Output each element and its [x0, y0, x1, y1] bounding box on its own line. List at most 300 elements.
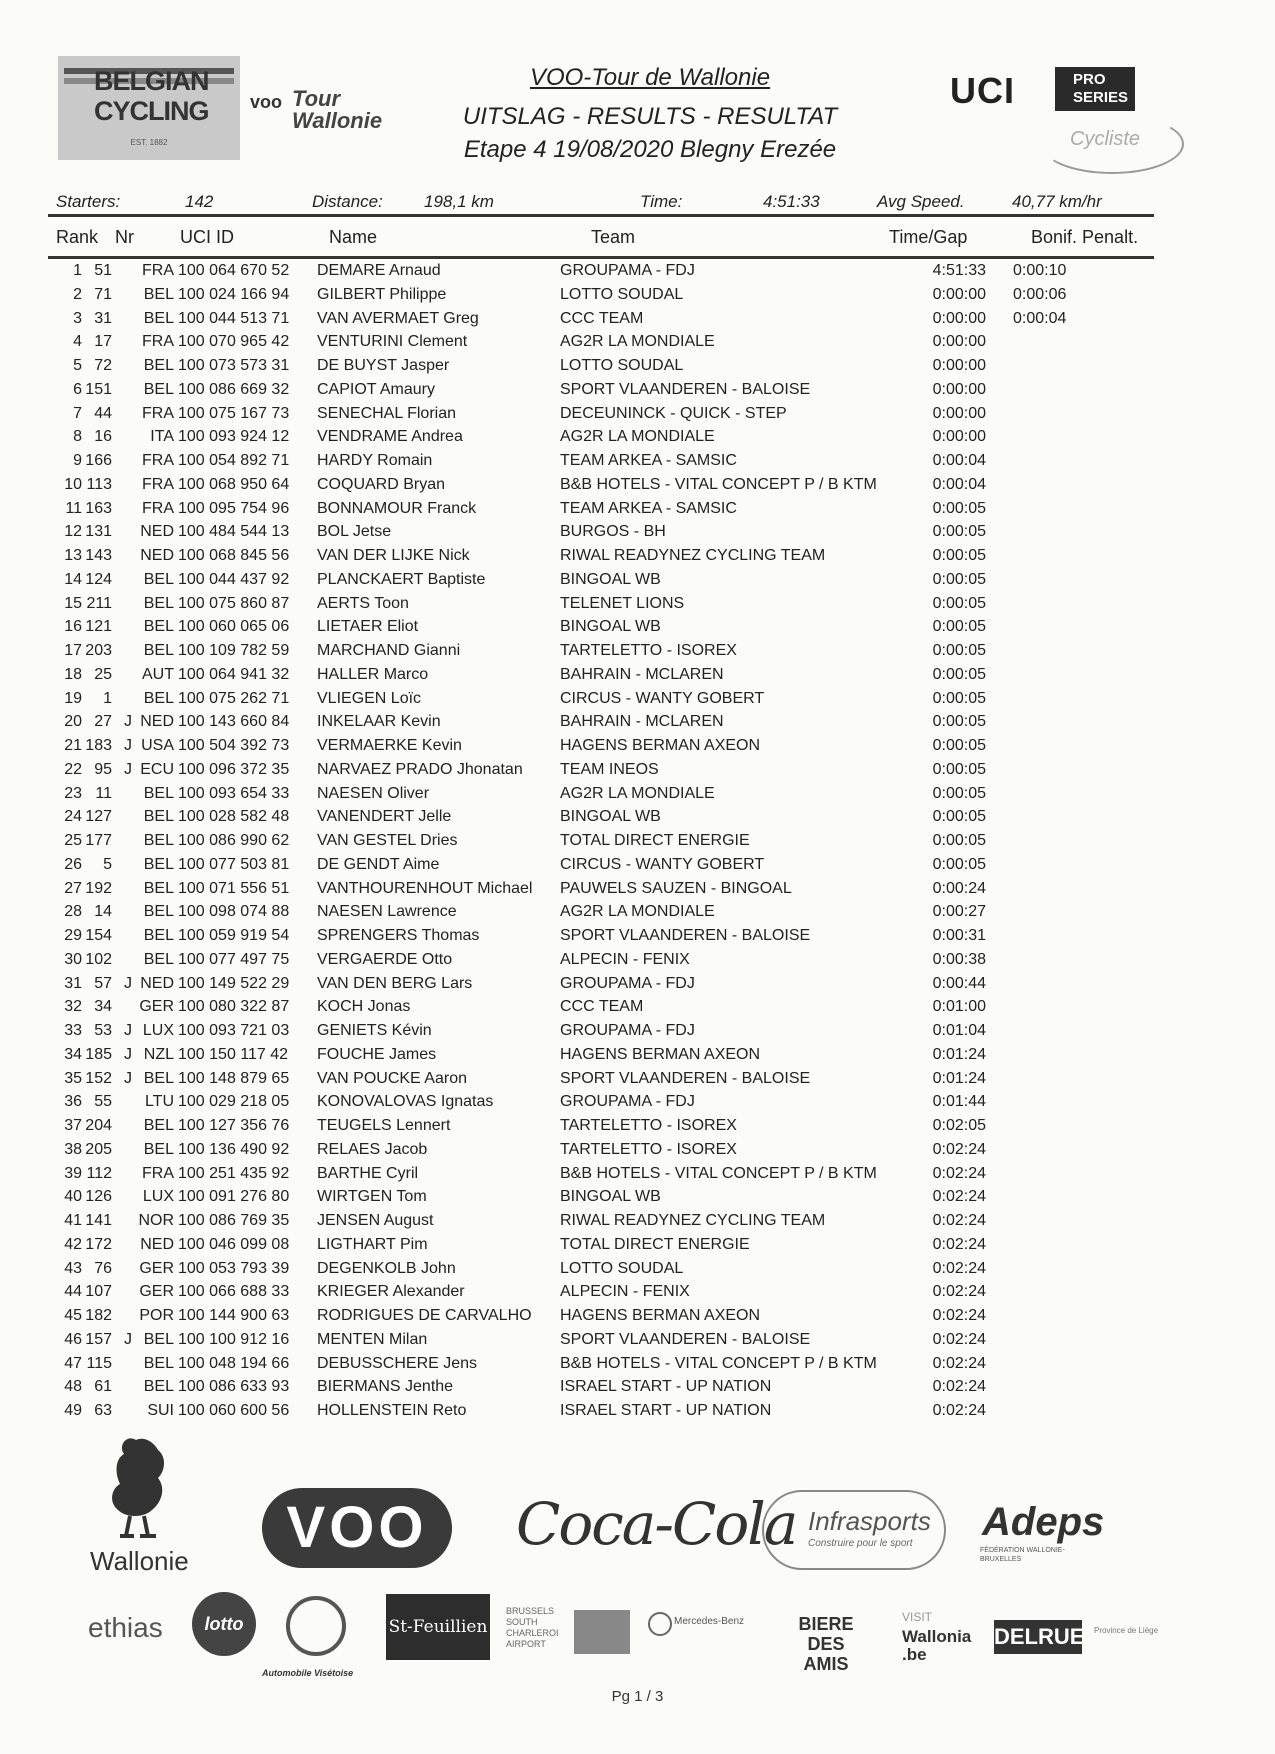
uci-id-cell: 100 086 633 93	[178, 1378, 290, 1396]
nationality-cell: BEL	[143, 642, 174, 659]
uci-id-cell: 100 098 074 88	[178, 903, 290, 921]
col-rank: Rank	[56, 227, 99, 247]
table-row	[0, 1331, 1275, 1355]
table-row	[0, 690, 1275, 714]
infrasports-logo	[762, 1490, 946, 1570]
table-row	[0, 1307, 1275, 1331]
bib-number-cell: 157	[85, 1330, 112, 1348]
table-row	[0, 737, 1275, 761]
time-gap-cell: 0:02:24	[932, 1307, 986, 1324]
time-gap-cell: 0:01:44	[932, 1093, 986, 1111]
table-row	[0, 405, 1275, 429]
belgian-cycling-logo	[58, 56, 240, 160]
rank-cell: 26	[64, 855, 82, 873]
table-row	[0, 975, 1275, 999]
bib-number-cell: 112	[86, 1164, 112, 1182]
team-cell: AG2R LA MONDIALE	[560, 903, 715, 921]
table-row	[0, 547, 1275, 571]
rider-name-cell: FOUCHE James	[317, 1045, 437, 1063]
bib-number-cell: 11	[95, 784, 112, 802]
rider-name-cell: BARTHE Cyril	[317, 1164, 419, 1182]
tour-logo-voo: voo	[250, 92, 283, 112]
team-cell: BAHRAIN - MCLAREN	[560, 713, 724, 731]
rank-cell: 17	[64, 642, 82, 659]
junior-flag-cell: J	[124, 1069, 132, 1087]
rank-cell: 11	[65, 499, 82, 517]
table-row	[0, 1093, 1275, 1117]
nationality-cell: NED	[140, 523, 174, 541]
uci-id-cell: 100 150 117 42	[178, 1045, 289, 1063]
junior-flag-cell: J	[124, 1022, 132, 1039]
team-cell: TEAM ARKEA - SAMSIC	[560, 499, 737, 517]
coca-cola-logo: Coca-Cola	[516, 1490, 797, 1558]
rider-name-cell: LIETAER Eliot	[317, 618, 419, 636]
time-gap-cell: 0:00:05	[932, 737, 986, 754]
uci-id-cell: 100 066 688 33	[178, 1283, 290, 1301]
time-gap-cell: 0:00:31	[932, 927, 986, 944]
nationality-cell: BEL	[143, 927, 174, 944]
uci-id-cell: 100 046 099 08	[178, 1235, 290, 1253]
bib-number-cell: 203	[85, 642, 112, 659]
rider-name-cell: VAN AVERMAET Greg	[317, 309, 479, 327]
table-row	[0, 761, 1275, 785]
time-gap-cell: 0:02:24	[932, 1140, 986, 1158]
uci-id-cell: 100 096 372 35	[178, 760, 290, 778]
rank-cell: 1	[73, 262, 82, 279]
uci-id-cell: 100 080 322 87	[178, 998, 290, 1016]
table-row	[0, 571, 1275, 595]
rider-name-cell: SENECHAL Florian	[317, 404, 457, 422]
rank-cell: 41	[64, 1212, 82, 1229]
uci-id-cell: 100 109 782 59	[178, 642, 290, 659]
uci-id-cell: 100 059 919 54	[178, 927, 290, 944]
nationality-cell: LUX	[142, 1022, 174, 1039]
rider-name-cell: COQUARD Bryan	[317, 475, 446, 493]
team-cell: PAUWELS SAUZEN - BINGOAL	[560, 879, 792, 897]
time-gap-cell: 0:00:00	[932, 333, 986, 351]
time-gap-cell: 0:01:04	[932, 1022, 986, 1039]
rank-cell: 27	[64, 879, 82, 897]
team-cell: CIRCUS - WANTY GOBERT	[560, 855, 765, 873]
rank-cell: 24	[64, 808, 82, 826]
bib-number-cell: 17	[94, 333, 112, 351]
team-cell: ALPECIN - FENIX	[560, 1283, 690, 1301]
uci-id-cell: 100 044 513 71	[178, 309, 290, 327]
uci-id-cell: 100 093 924 12	[178, 428, 290, 446]
nationality-cell: NED	[140, 713, 174, 731]
nationality-cell: FRA	[142, 475, 174, 493]
speed-value: 40,77 km/hr	[1012, 192, 1102, 211]
team-cell: LOTTO SOUDAL	[560, 1259, 684, 1277]
time-gap-cell: 0:00:05	[932, 642, 986, 659]
nationality-cell: BEL	[143, 1069, 174, 1087]
time-gap-cell: 0:00:05	[932, 523, 986, 541]
bib-number-cell: 163	[85, 499, 112, 517]
junior-flag-cell: J	[124, 760, 132, 778]
uci-id-cell: 100 060 600 56	[178, 1402, 290, 1419]
nationality-cell: NOR	[138, 1212, 174, 1229]
uci-id-cell: 100 024 166 94	[178, 285, 290, 303]
stage-info: Etape 4 19/08/2020 Blegny Erezée	[463, 136, 837, 163]
uci-id-cell: 100 086 669 32	[178, 380, 290, 398]
team-cell: TARTELETTO - ISOREX	[560, 642, 737, 659]
rank-cell: 28	[64, 903, 82, 921]
nationality-cell: BEL	[143, 950, 174, 968]
table-row	[0, 1212, 1275, 1236]
team-cell: BURGOS - BH	[560, 523, 666, 541]
col-nr: Nr	[115, 227, 134, 247]
nationality-cell: BEL	[143, 357, 174, 374]
rider-name-cell: MENTEN Milan	[317, 1330, 428, 1348]
uci-id-cell: 100 068 845 56	[178, 547, 290, 564]
rider-name-cell: KRIEGER Alexander	[317, 1283, 465, 1301]
time-gap-cell: 0:00:05	[932, 832, 986, 849]
speed-label: Avg Speed.	[877, 192, 965, 211]
team-cell: HAGENS BERMAN AXEON	[560, 1045, 761, 1063]
bib-number-cell: 124	[85, 570, 112, 588]
rider-name-cell: JENSEN August	[317, 1212, 434, 1229]
team-cell: AG2R LA MONDIALE	[560, 333, 715, 351]
rank-cell: 49	[64, 1402, 82, 1419]
table-row	[0, 1117, 1275, 1141]
col-time-gap: Time/Gap	[889, 227, 968, 247]
junior-flag-cell: J	[124, 713, 132, 731]
bib-number-cell: 143	[85, 547, 112, 564]
bib-number-cell: 57	[94, 974, 112, 992]
team-cell: ALPECIN - FENIX	[560, 950, 690, 968]
rank-cell: 7	[73, 404, 82, 422]
rank-cell: 38	[64, 1140, 82, 1158]
time-gap-cell: 0:02:24	[932, 1402, 986, 1419]
rank-cell: 37	[64, 1117, 82, 1134]
bonification-cell: 0:00:06	[1013, 285, 1067, 303]
rider-name-cell: WIRTGEN Tom	[317, 1188, 427, 1206]
rank-cell: 23	[64, 784, 82, 802]
team-cell: BAHRAIN - MCLAREN	[560, 665, 724, 683]
team-cell: GROUPAMA - FDJ	[560, 1093, 695, 1111]
nationality-cell: SUI	[147, 1402, 174, 1419]
table-row	[0, 903, 1275, 927]
table-row	[0, 1236, 1275, 1260]
uci-id-cell: 100 070 965 42	[178, 333, 290, 351]
voo-logo: VOO	[262, 1488, 452, 1568]
team-cell: B&B HOTELS - VITAL CONCEPT P / B KTM	[560, 475, 877, 493]
rank-cell: 31	[64, 974, 82, 992]
time-gap-cell: 0:02:24	[932, 1164, 986, 1182]
nationality-cell: NED	[140, 547, 174, 564]
table-row	[0, 357, 1275, 381]
bib-number-cell: 95	[94, 760, 112, 778]
uci-id-cell: 100 077 497 75	[178, 950, 290, 968]
nationality-cell: NED	[140, 1235, 174, 1253]
rider-name-cell: NAESEN Lawrence	[317, 903, 457, 921]
nationality-cell: ECU	[140, 760, 174, 778]
rank-cell: 25	[64, 832, 82, 849]
team-cell: BINGOAL WB	[560, 618, 661, 636]
table-row	[0, 927, 1275, 951]
uci-id-cell: 100 093 654 33	[178, 784, 290, 802]
table-row	[0, 1022, 1275, 1046]
rider-name-cell: DE GENDT Aime	[317, 855, 440, 873]
starters-value: 142	[185, 192, 214, 211]
rank-cell: 10	[64, 475, 82, 493]
time-gap-cell: 0:02:24	[932, 1354, 986, 1372]
nationality-cell: FRA	[142, 1164, 174, 1182]
nationality-cell: FRA	[142, 262, 174, 279]
bib-number-cell: 16	[94, 428, 112, 446]
nationality-cell: BEL	[143, 1330, 174, 1348]
rank-cell: 47	[64, 1354, 82, 1372]
time-gap-cell: 0:00:00	[932, 404, 986, 422]
junior-flag-cell: J	[124, 737, 132, 754]
time-gap-cell: 0:00:44	[932, 974, 986, 992]
time-gap-cell: 0:00:00	[932, 309, 986, 327]
infrasports-text: Infrasports	[808, 1506, 931, 1536]
rider-name-cell: NARVAEZ PRADO Jhonatan	[317, 760, 523, 778]
nationality-cell: GER	[139, 998, 174, 1016]
uci-id-cell: 100 095 754 96	[178, 499, 290, 517]
bib-number-cell: 126	[85, 1188, 112, 1206]
rider-name-cell: DEGENKOLB John	[317, 1259, 456, 1277]
team-cell: GROUPAMA - FDJ	[560, 262, 695, 279]
time-gap-cell: 4:51:33	[932, 262, 986, 279]
tour-logo-text: Tour Wallonie	[292, 86, 383, 133]
rider-name-cell: HOLLENSTEIN Reto	[317, 1402, 467, 1419]
lotto-logo: lotto	[192, 1592, 256, 1656]
time-gap-cell: 0:00:05	[932, 570, 986, 588]
table-row	[0, 476, 1275, 500]
nationality-cell: BEL	[143, 618, 174, 636]
team-cell: B&B HOTELS - VITAL CONCEPT P / B KTM	[560, 1354, 877, 1372]
bib-number-cell: 205	[85, 1140, 112, 1158]
uci-word: UCI	[950, 70, 1015, 111]
nationality-cell: NZL	[143, 1045, 174, 1063]
rider-name-cell: VERGAERDE Otto	[317, 950, 453, 968]
uci-id-cell: 100 484 544 13	[178, 523, 290, 541]
team-cell: DECEUNINCK - QUICK - STEP	[560, 404, 787, 422]
table-row	[0, 500, 1275, 524]
team-cell: LOTTO SOUDAL	[560, 357, 684, 374]
rank-cell: 44	[64, 1283, 82, 1301]
nationality-cell: USA	[141, 737, 174, 754]
rider-name-cell: VENTURINI Clement	[317, 333, 468, 351]
time-gap-cell: 0:02:24	[932, 1378, 986, 1396]
uci-id-cell: 100 068 950 64	[178, 475, 290, 493]
st-feuillien-logo: St-Feuillien	[386, 1594, 490, 1660]
nationality-cell: BEL	[143, 1117, 174, 1134]
uci-id-cell: 100 504 392 73	[178, 737, 290, 754]
rider-name-cell: VANENDERT Jelle	[317, 808, 452, 826]
rider-name-cell: VENDRAME Andrea	[317, 428, 463, 446]
page-number: Pg 1 / 3	[611, 1688, 664, 1705]
nationality-cell: BEL	[143, 1378, 174, 1396]
time-gap-cell: 0:00:04	[932, 475, 986, 493]
table-row	[0, 1165, 1275, 1189]
table-row	[0, 951, 1275, 975]
bib-number-cell: 131	[85, 523, 112, 541]
team-cell: HAGENS BERMAN AXEON	[560, 1307, 761, 1324]
team-cell: LOTTO SOUDAL	[560, 285, 684, 303]
time-gap-cell: 0:00:05	[932, 618, 986, 636]
nationality-cell: FRA	[142, 333, 174, 351]
rider-name-cell: BIERMANS Jenthe	[317, 1378, 454, 1396]
nationality-cell: ITA	[150, 428, 174, 446]
time-gap-cell: 0:00:05	[932, 665, 986, 683]
rider-name-cell: TEUGELS Lennert	[317, 1117, 451, 1134]
bonification-cell: 0:00:10	[1013, 262, 1067, 279]
rank-cell: 2	[73, 285, 82, 303]
rider-name-cell: VAN POUCKE Aaron	[317, 1069, 467, 1087]
time-gap-cell: 0:00:24	[932, 879, 986, 897]
bib-number-cell: 115	[86, 1354, 112, 1372]
bib-number-cell: 25	[94, 665, 112, 683]
rank-cell: 21	[64, 737, 82, 754]
uci-id-cell: 100 077 503 81	[178, 855, 290, 873]
nationality-cell: BEL	[143, 1140, 174, 1158]
table-row	[0, 785, 1275, 809]
time-gap-cell: 0:02:24	[932, 1259, 986, 1277]
team-cell: HAGENS BERMAN AXEON	[560, 737, 761, 754]
nationality-cell: BEL	[143, 570, 174, 588]
rider-name-cell: GENIETS Kévin	[317, 1022, 432, 1039]
rank-cell: 14	[64, 570, 82, 588]
uci-id-cell: 100 086 990 62	[178, 832, 290, 849]
bib-number-cell: 34	[94, 998, 112, 1016]
rank-cell: 9	[73, 452, 82, 469]
rank-cell: 42	[64, 1235, 82, 1253]
table-row	[0, 1046, 1275, 1070]
time-gap-cell: 0:00:00	[932, 285, 986, 303]
bib-number-cell: 5	[103, 855, 112, 873]
distance-label: Distance:	[312, 192, 383, 211]
table-row	[0, 1260, 1275, 1284]
table-row	[0, 1188, 1275, 1212]
logo-est: EST. 1882	[130, 138, 168, 147]
uci-id-cell: 100 075 262 71	[178, 689, 290, 707]
uci-id-cell: 100 091 276 80	[178, 1188, 290, 1206]
time-gap-cell: 0:00:38	[932, 950, 986, 968]
rider-name-cell: VAN DER LIJKE Nick	[317, 547, 470, 564]
uci-id-cell: 100 075 860 87	[178, 594, 290, 612]
table-row	[0, 808, 1275, 832]
uci-id-cell: 100 251 435 92	[178, 1164, 290, 1182]
uci-id-cell: 100 100 912 16	[178, 1330, 290, 1348]
col-team: Team	[591, 227, 636, 247]
time-value: 4:51:33	[763, 192, 820, 211]
time-gap-cell: 0:01:24	[932, 1045, 986, 1063]
rider-name-cell: HARDY Romain	[317, 452, 433, 469]
uci-id-cell: 100 028 582 48	[178, 808, 290, 826]
rider-name-cell: MARCHAND Gianni	[317, 642, 461, 659]
nationality-cell: GER	[139, 1259, 174, 1277]
uci-id-cell: 100 127 356 76	[178, 1117, 290, 1134]
time-gap-cell: 0:02:24	[932, 1330, 986, 1348]
bib-number-cell: 151	[85, 380, 112, 398]
rooster-icon	[96, 1432, 178, 1542]
nationality-cell: GER	[139, 1283, 174, 1301]
nationality-cell: BEL	[143, 1354, 174, 1372]
time-gap-cell: 0:02:24	[932, 1212, 986, 1229]
nationality-cell: BEL	[143, 808, 174, 826]
uci-id-cell: 100 075 167 73	[178, 404, 290, 422]
rider-name-cell: KOCH Jonas	[317, 998, 411, 1016]
table-row	[0, 452, 1275, 476]
uci-id-cell: 100 093 721 03	[178, 1022, 290, 1039]
time-gap-cell: 0:00:00	[932, 357, 986, 374]
visit-wallonia-logo: Wallonia .be	[902, 1627, 972, 1664]
rank-cell: 20	[64, 713, 82, 731]
uci-id-cell: 100 064 670 52	[178, 262, 290, 279]
rank-cell: 35	[64, 1069, 82, 1087]
bib-number-cell: 166	[85, 452, 112, 469]
nationality-cell: POR	[139, 1307, 174, 1324]
table-row	[0, 381, 1275, 405]
team-cell: TEAM INEOS	[560, 760, 659, 778]
rank-cell: 8	[73, 428, 82, 446]
team-cell: BINGOAL WB	[560, 570, 661, 588]
province-liege-logo: Province de Liège	[1094, 1626, 1159, 1635]
time-gap-cell: 0:00:05	[932, 760, 986, 778]
federation-text: Cycliste	[1070, 128, 1141, 150]
table-row	[0, 713, 1275, 737]
rank-cell: 46	[64, 1330, 82, 1348]
rider-name-cell: NAESEN Oliver	[317, 784, 430, 802]
col-name: Name	[329, 227, 378, 247]
infrasports-tag: Construire pour le sport	[808, 1538, 913, 1549]
rider-name-cell: LIGTHART Pim	[317, 1235, 428, 1253]
uci-id-cell: 100 044 437 92	[178, 570, 290, 588]
uci-id-cell: 100 060 065 06	[178, 618, 290, 636]
bib-number-cell: 185	[85, 1045, 112, 1063]
rider-name-cell: VANTHOURENHOUT Michael	[317, 879, 533, 897]
nationality-cell: BEL	[143, 594, 174, 612]
table-row	[0, 595, 1275, 619]
bib-number-cell: 192	[85, 879, 112, 897]
rider-name-cell: SPRENGERS Thomas	[317, 927, 480, 944]
bib-number-cell: 55	[94, 1093, 112, 1111]
rank-cell: 3	[73, 309, 82, 327]
rider-name-cell: HALLER Marco	[317, 665, 429, 683]
rider-name-cell: BOL Jetse	[317, 523, 392, 541]
col-bonif-penalt: Bonif. Penalt.	[1031, 227, 1139, 247]
table-row	[0, 262, 1275, 286]
time-gap-cell: 0:02:24	[932, 1235, 986, 1253]
rider-name-cell: DE BUYST Jasper	[317, 357, 450, 374]
bib-number-cell: 27	[94, 713, 112, 731]
bib-number-cell: 72	[94, 357, 112, 374]
col-uci-id: UCI ID	[180, 227, 234, 247]
table-row	[0, 1070, 1275, 1094]
bib-number-cell: 183	[85, 737, 112, 754]
team-cell: SPORT VLAANDEREN - BALOISE	[560, 1330, 811, 1348]
tour-wallonie-logo	[250, 88, 390, 148]
team-cell: TOTAL DIRECT ENERGIE	[560, 832, 750, 849]
race-title: VOO-Tour de Wallonie	[529, 64, 771, 91]
bib-number-cell: 53	[94, 1022, 112, 1039]
bonification-cell: 0:00:04	[1013, 309, 1067, 327]
rank-cell: 32	[64, 998, 82, 1016]
table-row	[0, 666, 1275, 690]
nationality-cell: BEL	[143, 689, 174, 707]
nationality-cell: BEL	[143, 784, 174, 802]
junior-flag-cell: J	[124, 1330, 132, 1348]
table-row	[0, 832, 1275, 856]
table-row	[0, 856, 1275, 880]
rider-name-cell: DEBUSSCHERE Jens	[317, 1354, 478, 1372]
table-row	[0, 998, 1275, 1022]
logo-text: BELGIAN CYCLING	[94, 66, 209, 126]
rider-name-cell: BONNAMOUR Franck	[317, 499, 477, 517]
